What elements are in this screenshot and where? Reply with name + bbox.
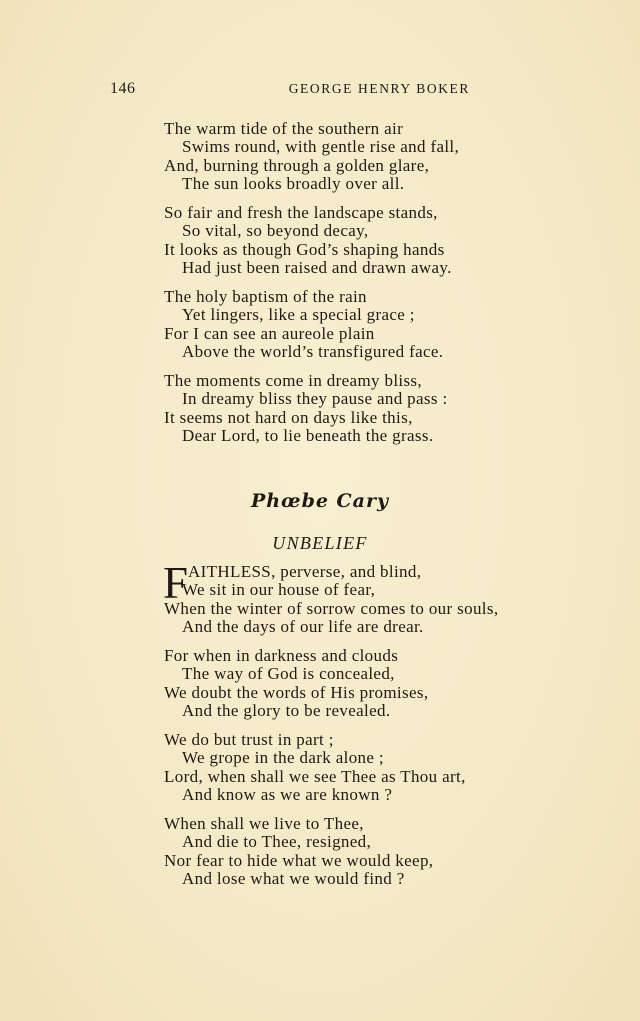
poem-line: When the winter of sorrow comes to our souls, xyxy=(164,598,499,618)
page-number: 146 xyxy=(110,80,136,97)
poem-title: UNBELIEF xyxy=(272,533,368,553)
poem-line: And the glory to be revealed. xyxy=(182,701,391,721)
poem-line: And know as we are known ? xyxy=(182,785,393,805)
poem-line: Nor fear to hide what we would keep, xyxy=(164,850,434,870)
poem2-stanza-1 xyxy=(164,581,498,636)
poem-line: The holy baptism of the rain xyxy=(164,287,367,306)
poem-line: The warm tide of the southern air xyxy=(164,119,404,138)
poem-line: And, burning through a golden glare, xyxy=(164,155,430,175)
poem-line: When shall we live to Thee, xyxy=(164,814,364,833)
poem1-stanza-4 xyxy=(164,372,448,446)
poem1-stanza-2 xyxy=(164,204,452,278)
poem1-stanza-1 xyxy=(164,120,459,194)
poem2-stanza-2 xyxy=(164,647,428,721)
poem-line: We grope in the dark alone ; xyxy=(182,748,384,768)
running-head: GEORGE HENRY BOKER xyxy=(288,81,470,96)
poem-line: We do but trust in part ; xyxy=(164,730,334,749)
poem-line: Above the world’s transfigured face. xyxy=(182,342,444,362)
drop-cap: F xyxy=(163,558,189,608)
author-heading: Phœbe Cary xyxy=(250,490,390,512)
poem-line: And the days of our life are drear. xyxy=(182,617,424,637)
poem-line: Dear Lord, to lie beneath the grass. xyxy=(182,426,434,446)
poem-line: Lord, when shall we see Thee as Thou art, xyxy=(164,766,466,786)
poem1-stanza-3 xyxy=(164,288,443,362)
poem-line: So fair and fresh the landscape stands, xyxy=(164,203,438,222)
poem-line: AITHLESS, perverse, and blind, xyxy=(188,562,422,581)
poem-line: It looks as though God’s shaping hands xyxy=(164,239,445,259)
poem-line: For I can see an aureole plain xyxy=(164,323,375,343)
poem-line: The way of God is concealed, xyxy=(182,664,395,684)
poem-line: For when in darkness and clouds xyxy=(164,646,399,665)
poem-line: And lose what we would find ? xyxy=(182,869,405,889)
poem-line: We sit in our house of fear, xyxy=(182,580,376,600)
poem2-stanza-3 xyxy=(164,731,466,805)
poem-line: Swims round, with gentle rise and fall, xyxy=(182,137,460,157)
poem2-stanza-4 xyxy=(164,815,433,889)
poem-line: We doubt the words of His promises, xyxy=(164,682,429,702)
poem-line: The moments come in dreamy bliss, xyxy=(164,371,422,390)
poem-line: In dreamy bliss they pause and pass : xyxy=(182,389,448,409)
poem-line: Had just been raised and drawn away. xyxy=(182,258,452,278)
poem-line: The sun looks broadly over all. xyxy=(182,174,405,194)
poem-line: And die to Thee, resigned, xyxy=(182,832,372,852)
poem-line: Yet lingers, like a special grace ; xyxy=(182,305,415,325)
page-header xyxy=(110,80,470,100)
poem-line: It seems not hard on days like this, xyxy=(164,407,413,427)
poem-line: So vital, so beyond decay, xyxy=(182,221,369,241)
